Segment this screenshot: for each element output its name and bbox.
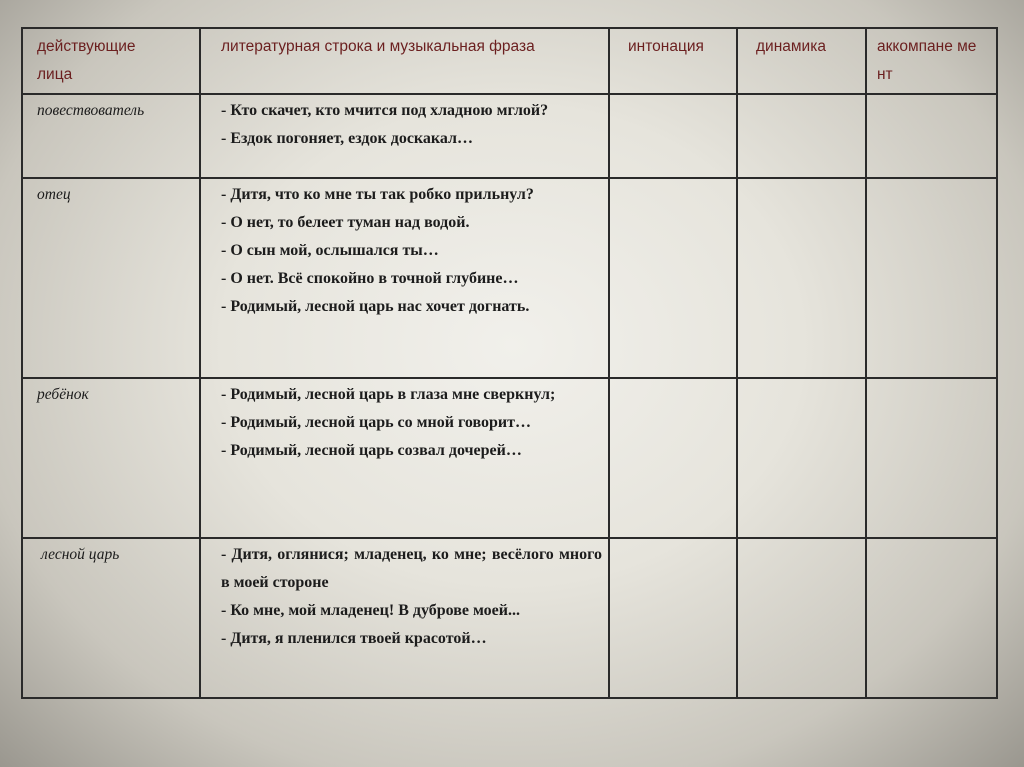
role-cell (22, 378, 200, 538)
role-cell (22, 538, 200, 698)
accompaniment-cell[interactable] (866, 94, 997, 178)
dynamics-cell[interactable] (737, 178, 866, 378)
table-row (22, 94, 997, 178)
role-name: повествователь (37, 102, 145, 119)
lines-list (201, 179, 608, 323)
dynamics-cell[interactable] (737, 538, 866, 698)
header-roles (22, 28, 200, 94)
intonation-cell[interactable] (609, 178, 737, 378)
intonation-cell[interactable] (609, 378, 737, 538)
line-text: - Родимый, лесной царь в глаза мне сверкнул; (221, 386, 556, 403)
lines-cell (200, 94, 609, 178)
role-name: ребёнок (37, 386, 89, 403)
header-dynamics (737, 28, 866, 94)
role-cell (22, 94, 200, 178)
line-text: - Дитя, оглянися; младенец, ко мне; весёлого много в моей стороне (221, 546, 602, 591)
table-row (22, 538, 997, 698)
header-accompaniment-label: аккомпане мент (877, 38, 977, 83)
line-text: - Дитя, что ко мне ты так робко прильнул? (221, 186, 534, 203)
accompaniment-cell[interactable] (866, 178, 997, 378)
lines-list (201, 95, 608, 155)
dynamics-cell[interactable] (737, 94, 866, 178)
header-phrase (200, 28, 609, 94)
line-text: - Кто скачет, кто мчится под хладною мглой? (221, 102, 549, 119)
lines-cell (200, 538, 609, 698)
header-roles-label: действующие лица (37, 38, 136, 83)
role-name: лесной царь (41, 546, 120, 563)
header-intonation (609, 28, 737, 94)
role-name: отец (37, 186, 71, 203)
characters-table (21, 27, 998, 699)
header-phrase-label: литературная строка и музыкальная фраза (221, 38, 535, 55)
lines-cell (200, 378, 609, 538)
line-text: - Родимый, лесной царь созвал дочерей… (221, 442, 522, 459)
table-header-row (22, 28, 997, 94)
line-text: - Дитя, я пленился твоей красотой… (221, 630, 487, 647)
line-text: - О нет, то белеет туман над водой. (221, 214, 470, 231)
intonation-cell[interactable] (609, 538, 737, 698)
table-row (22, 178, 997, 378)
line-text: - Родимый, лесной царь нас хочет догнать. (221, 298, 530, 315)
lines-list (201, 539, 608, 655)
line-text: - Ездок погоняет, ездок доскакал… (221, 130, 473, 147)
header-dynamics-label: динамика (756, 38, 826, 55)
lines-list (201, 379, 608, 467)
dynamics-cell[interactable] (737, 378, 866, 538)
line-text: - О нет. Всё спокойно в точной глубине… (221, 270, 519, 287)
intonation-cell[interactable] (609, 94, 737, 178)
table-row (22, 378, 997, 538)
accompaniment-cell[interactable] (866, 538, 997, 698)
line-text: - Родимый, лесной царь со мной говорит… (221, 414, 531, 431)
accompaniment-cell[interactable] (866, 378, 997, 538)
role-cell (22, 178, 200, 378)
line-text: - Ко мне, мой младенец! В дуброве моей... (221, 602, 520, 619)
header-accompaniment (866, 28, 997, 94)
line-text: - О сын мой, ослышался ты… (221, 242, 439, 259)
lines-cell (200, 178, 609, 378)
header-intonation-label: интонация (628, 38, 704, 55)
